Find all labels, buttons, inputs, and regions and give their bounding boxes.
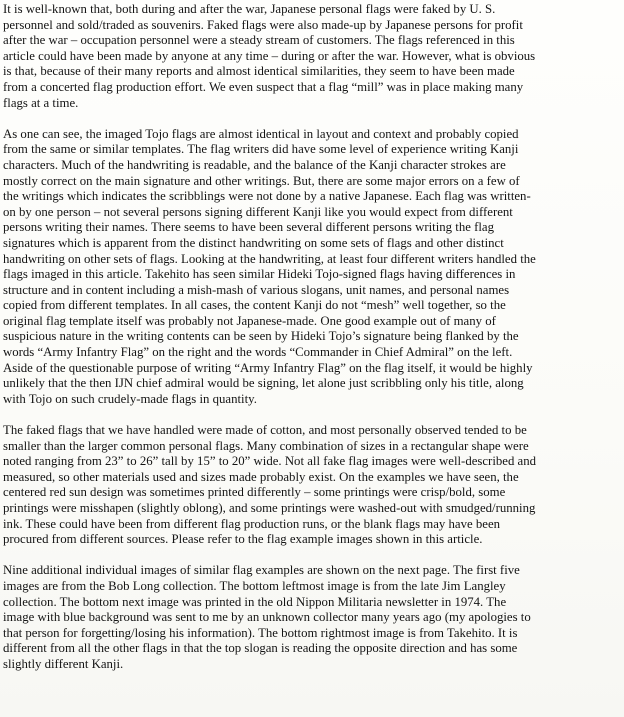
text-line: mostly correct on the main signature and other writings. But, there are some major errors on a few of	[3, 173, 520, 188]
text-line: printings were misshapen (slightly oblong), and some printings were washed-out with smudged/running	[3, 501, 536, 515]
text-line: It is well-known that, both during and after the war, Japanese personal flags were faked by U. S.	[3, 2, 496, 16]
text-line: suspicious nature in the writing contents can be seen by Hideki Tojo’s signature being flanked by the	[3, 329, 519, 344]
text-line: structure and in content including a mish-mash of various slogans, unit names, and personal names	[3, 282, 510, 297]
paragraph-1	[3, 2, 619, 111]
text-line: As one can see, the imaged Tojo flags are almost identical in layout and context and probably copied	[3, 126, 519, 141]
text-line: characters. Much of the handwriting is readable, and the balance of the Kanji character strokes are	[3, 157, 506, 172]
text-line: Nine additional individual images of similar flag examples are shown on the next page. The first five	[3, 563, 520, 578]
text-line: image with blue background was sent to me by an unknown collector many years ago (my apologies to	[3, 610, 531, 625]
text-line: with Tojo on such crudely-made flags in quantity.	[3, 391, 257, 406]
text-line: copied from different templates. In all cases, the content Kanji do not “mesh” well together, so the	[3, 298, 506, 313]
text-line: flags at a time.	[3, 95, 79, 110]
paragraph-2	[3, 127, 619, 408]
text-line: collection. The bottom next image was printed in the old Nippon Militaria newsletter in 1974. The	[3, 594, 507, 609]
text-line: different from all the other flags in that the top slogan is reading the opposite direction and has some	[3, 641, 518, 656]
text-line: article could have been made by anyone at any time – during or after the war. However, what is obvious	[3, 48, 536, 63]
text-line: on by one person – not several persons signing different Kanji like you would expect from different	[3, 204, 513, 219]
text-line: from the same or similar templates. The flag writers did have some level of experience writing Kanji	[3, 142, 519, 157]
text-line: Aside of the questionable purpose of writing “Army Infantry Flag” on the flag itself, it would be highly	[3, 360, 533, 375]
text-line: measured, so other materials used and sizes made probably exist. On the examples we have seen, the	[3, 469, 519, 484]
text-line: ink. These could have been from different flag production runs, or the blank flags may have been	[3, 516, 501, 531]
text-line: persons writing their names. There seems to have been several different persons writing the flag	[3, 220, 494, 235]
text-line: the writings which indicates the scribblings were not done by a native Japanese. Each flag was written-	[3, 189, 531, 204]
text-line: slightly different Kanji.	[3, 656, 124, 671]
text-line: words “Army Infantry Flag” on the right and the words “Commander in Chief Admiral” on the left.	[3, 345, 513, 360]
text-line: that person for forgetting/losing his information). The bottom rightmost image is from Takehito. It is	[3, 625, 518, 640]
text-line: after the war – occupation personnel were a steady stream of customers. The flags referenced in this	[3, 33, 515, 48]
text-line: The faked flags that we have handled were made of cotton, and most personally observed tended to be	[3, 423, 527, 438]
text-line: centered red sun design was sometimes printed differently – some printings were crisp/bold, some	[3, 485, 506, 500]
paragraph-4	[3, 563, 619, 672]
text-line: from a concerted flag production effort. We even suspect that a flag “mill” was in place making many	[3, 79, 524, 94]
text-line: flags imaged in this article. Takehito has seen similar Hideki Tojo-signed flags having differences in	[3, 267, 516, 282]
show-through-bleed	[40, 698, 600, 712]
text-line: images are from the Bob Long collection. The bottom leftmost image is from the late Jim Langley	[3, 578, 506, 593]
text-line: personnel and sold/traded as souvenirs. Faked flags were also made-up by Japanese persons for profit	[3, 17, 523, 32]
text-line: smaller than the larger common personal flags. Many combination of sizes in a rectangular shape were	[3, 438, 529, 453]
text-line: unlikely that the then IJN chief admiral would be signing, let alone just scribbling only his title, along	[3, 376, 524, 391]
text-line: is that, because of their many reports and almost identical similarities, they seem to have been made	[3, 64, 515, 79]
article-body	[3, 2, 619, 688]
text-line: original flag template itself was probably not Japanese-made. One good example out of many of	[3, 313, 496, 328]
text-line: procured from different sources. Please refer to the flag example images shown in this article.	[3, 532, 483, 547]
text-line: signatures which is apparent from the distinct handwriting on some sets of flags and other distinct	[3, 235, 504, 250]
paragraph-3	[3, 423, 619, 548]
text-line: handwriting on other sets of flags. Looking at the handwriting, at least four different writers handled the	[3, 251, 536, 266]
text-line: noted ranging from 23” to 26” tall by 15” to 20” wide. Not all fake flag images were well-described and	[3, 454, 537, 469]
